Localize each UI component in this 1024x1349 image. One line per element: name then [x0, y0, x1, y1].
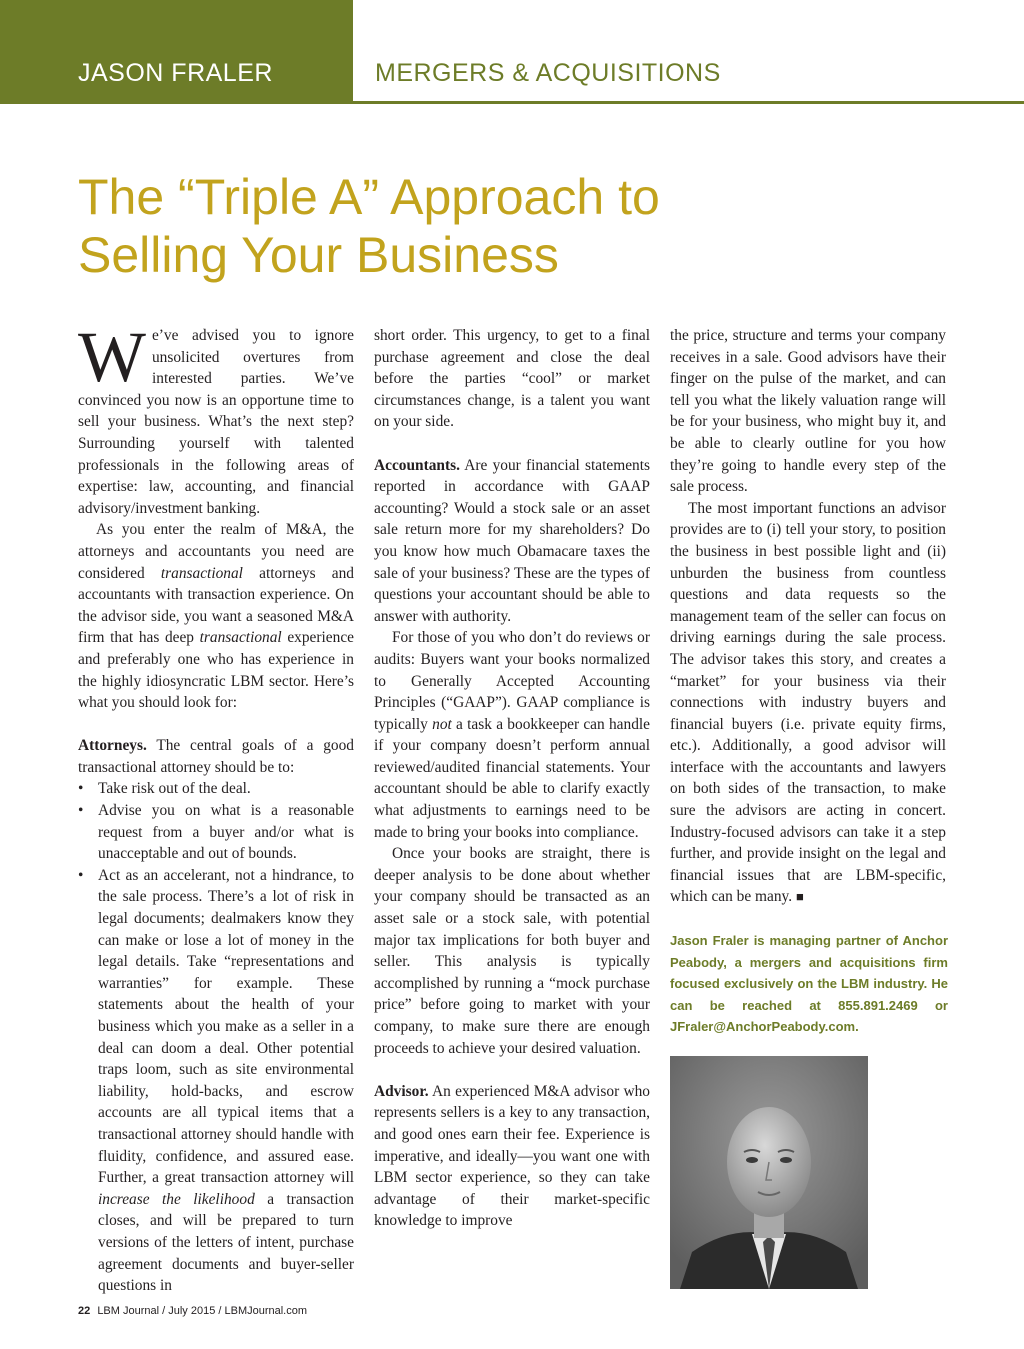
advisor-paragraph: Advisor. An experienced M&A advisor who represents sellers is a key to any transaction, and good ones earn their fee. Experience is imperative, and ideally—you want one with LBM sector experience, so they can take advantage of their market-specific knowledge to improve [374, 1082, 650, 1230]
bullet-icon: • [78, 866, 84, 884]
paragraph: The most important functions an advisor provides are to (i) tell your story, to position the business in best possible light and (ii) unburden the business from countless questions and data requests so the management team of the seller can focus on driving earnings during the sale process. The advisor takes this story, and creates a “market” for your business via their connections with industry buyers and financial buyers (i.e. private equity firms, etc.). Additionally, a good advisor will interface with the accountants and lawyers on both sides of the transaction, to make sure the advisors are acting in concert. Industry-focused advisors can take it a step further, and provide insight on the legal and financial issues that are LBM-specific, which can be many. ■ [670, 499, 946, 906]
intro-paragraph: We’ve advised you to ignore unsolicited overtures from interested parties. We’ve convinced you now is an opportune time to sell your business. What’s the next step? Surrounding yourself with talented professionals in the following areas of expertise: law, accounting, and financial advisory/investment banking. [78, 317, 354, 517]
bullet-icon: • [78, 802, 84, 820]
bullet-icon: • [78, 780, 84, 798]
list-item: • Advise you on what is a reasonable request from a buyer and/or what is unacceptable and out of bounds. [78, 802, 354, 863]
accountants-heading: Accountants. [374, 456, 460, 474]
header-band [0, 0, 1024, 104]
paragraph: Once your books are straight, there is deeper analysis to be done about whether your company should be transacted as an asset sale or a stock sale, with potential major tax implications for both buyer and seller. This analysis is typically accomplished by running a “mock purchase price” before going to market with your company, to make sure there are enough proceeds to achieve your desired valuation. [374, 845, 650, 1057]
author-block [0, 0, 353, 104]
attorneys-heading: Attorneys. [78, 737, 147, 755]
end-mark-icon: ■ [795, 889, 804, 905]
attorney-goals-list [78, 778, 354, 1296]
accountants-paragraph: Accountants. Are your financial statements reported in accordance with GAAP accounting? Would a stock sale or an asset sale return more for my shareholders? Do you know how much Obamacare taxes the sale of your business? These are the types of questions your accountant should be able to answer with authority. [374, 456, 650, 625]
list-item: • Act as an accelerant, not a hindrance, to the sale process. There’s a lot of risk in legal documents; dealmakers know they can make or lose a lot of money in the legal details. Take “representations and warranties” for example. These statements about the health of your business which you make as a seller in a deal can doom a deal. Other potential traps loom, such as site environmental liability, hold-backs, and escrow accounts are all typical items that a transactional attorney should handle with fluidity, confidence, and assured ease. Further, a great transaction attorney will increase the likelihood a transaction closes, and will be prepared to turn versions of the letters of intent, purchase agreement documents and buyer-seller questions in [78, 866, 354, 1295]
article-title [78, 168, 778, 284]
list-item: • Take risk out of the deal. [98, 778, 354, 800]
section-name: MERGERS & ACQUISITIONS [375, 59, 721, 87]
paragraph: short order. This urgency, to get to a final purchase agreement and close the deal before the parties “cool” or market circumstances change, is a talent you want on your side. [374, 327, 650, 431]
portrait-image [670, 1056, 868, 1289]
paragraph: For those of you who don’t do reviews or audits: Buyers want your books normalized to Generally Accepted Accounting Principles (“GAAP”). GAAP compliance is typically not a task a bookkeeper can handle if your company doesn’t perform annual reviewed/audited financial statements. Your accountant should be able to clarify exactly what adjustments to earnings need to be made to bring your books into compliance. [374, 629, 650, 841]
author-photo [670, 1056, 868, 1289]
column-2 [374, 325, 650, 1232]
paragraph: As you enter the realm of M&A, the attorneys and accountants you need are considered transactional attorneys and accountants with transaction experience. On the advisor side, you want a seasoned M&A firm that has deep transactional experience and preferably one who has experience in the highly idiosyncratic LBM sector. Here’s what you should look for: [78, 521, 354, 712]
column-1 [78, 317, 354, 1297]
paragraph: the price, structure and terms your company receives in a sale. Good advisors have their finger on the pulse of the market, and can tell you what the likely valuation range will be for your business, who might buy it, and be able to clearly outline for you how they’re going to handle every step of the sale process. [670, 327, 946, 496]
author-bio: Jason Fraler is managing partner of Anchor Peabody, a mergers and acquisitions firm focused exclusively on the LBM industry. He can be reached at 855.891.2469 or JFraler@AnchorPeabody.com. [670, 933, 948, 1035]
column-3 [670, 325, 946, 908]
advisor-heading: Advisor. [374, 1082, 429, 1100]
title-line-2: Selling Your Business [78, 227, 559, 283]
title-line-1: The “Triple A” Approach to [78, 169, 660, 225]
footer-credit: LBM Journal / July 2015 / LBMJournal.com [97, 1305, 308, 1317]
attorneys-paragraph: Attorneys. The central goals of a good transactional attorney should be to: [78, 737, 354, 776]
page-number: 22 [78, 1305, 91, 1317]
author-name: JASON FRALER [78, 59, 273, 87]
page-footer [78, 1305, 307, 1317]
drop-cap: W [78, 317, 146, 397]
header-rule [353, 101, 1024, 104]
